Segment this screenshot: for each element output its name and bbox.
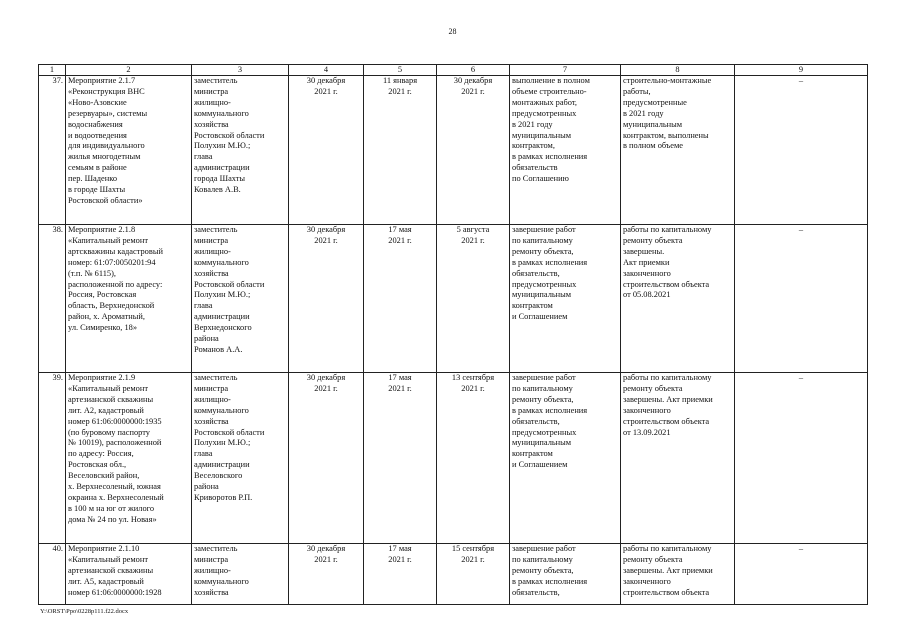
achieved-result-cell: работы по капитальному ремонту объекта завершены. Акт приемки законченного строительством объекта от 13.09.2021 — [621, 373, 735, 544]
document-path: Y:\ORST\Ppo\0228p111.f22.docx — [40, 608, 129, 615]
header-cell: 2 — [66, 65, 192, 76]
header-cell: 1 — [39, 65, 66, 76]
problems-cell: – — [735, 76, 868, 225]
event-cell: Мероприятие 2.1.10 «Капитальный ремонт артезианской скважины лит. А5, кадастровый номер 61:06:0000000:1928 — [66, 544, 192, 605]
event-cell: Мероприятие 2.1.7 «Реконструкция ВНС «Ново-Азовские резервуары», системы водоснабжения и водоотведения для индивидуального жилья многодетным семьям в районе пер. Шаденко в городе Шахты Ростовской области» — [66, 76, 192, 225]
event-cell: Мероприятие 2.1.9 «Капитальный ремонт артезианской скважины лит. А2, кадастровый номер 61:06:0000000:1935 (по буровому паспорту № 10019), расположенной по адресу: Россия, Ростовская обл., Веселовский район, х. Верхнесоленый, южная окраина х. Верхнесоленый в 100 м на юг от жилого дома № 24 по ул. Новая» — [66, 373, 192, 544]
row-number: 40. — [39, 544, 66, 605]
table-row — [39, 373, 868, 544]
table-row — [39, 544, 868, 605]
responsible-cell: заместитель министра жилищно- коммунального хозяйства Ростовской области Полухин М.Ю.; глава администрации города Шахты Ковалев А.В. — [192, 76, 289, 225]
table-row — [39, 225, 868, 373]
achieved-result-cell: работы по капитальному ремонту объекта завершены. Акт приемки законченного строительством объекта от 05.08.2021 — [621, 225, 735, 373]
header-row — [39, 65, 868, 76]
expected-result-cell: выполнение в полном объеме строительно- монтажных работ, предусмотренных в 2021 году муниципальным контрактом, в рамках исполнения обязательств по Соглашению — [510, 76, 621, 225]
header-cell: 7 — [510, 65, 621, 76]
responsible-cell: заместитель министра жилищно- коммунального хозяйства Ростовской области Полухин М.Ю.; глава администрации Веселовского района Криворотов Р.П. — [192, 373, 289, 544]
responsible-cell: заместитель министра жилищно- коммунального хозяйства Ростовской области Полухин М.Ю.; глава администрации Верхнедонского района Романов А.А. — [192, 225, 289, 373]
row-number: 38. — [39, 225, 66, 373]
report-table — [38, 64, 868, 605]
end-date-cell: 5 августа 2021 г. — [437, 225, 510, 373]
expected-result-cell: завершение работ по капитальному ремонту объекта, в рамках исполнения обязательств, предусмотренных муниципальным контрактом и Соглашением — [510, 373, 621, 544]
header-cell: 4 — [289, 65, 364, 76]
end-date-cell: 30 декабря 2021 г. — [437, 76, 510, 225]
start-date-cell: 17 мая 2021 г. — [364, 225, 437, 373]
achieved-result-cell: строительно-монтажные работы, предусмотренные в 2021 году муниципальным контрактом, выполнены в полном объеме — [621, 76, 735, 225]
responsible-cell: заместитель министра жилищно- коммунального хозяйства — [192, 544, 289, 605]
plan-date-cell: 30 декабря 2021 г. — [289, 544, 364, 605]
expected-result-cell: завершение работ по капитальному ремонту объекта, в рамках исполнения обязательств, предусмотренных муниципальным контрактом и Соглашением — [510, 225, 621, 373]
header-cell: 5 — [364, 65, 437, 76]
header-cell: 6 — [437, 65, 510, 76]
problems-cell: – — [735, 544, 868, 605]
achieved-result-cell: работы по капитальному ремонту объекта завершены. Акт приемки законченного строительством объекта — [621, 544, 735, 605]
start-date-cell: 11 января 2021 г. — [364, 76, 437, 225]
end-date-cell: 15 сентября 2021 г. — [437, 544, 510, 605]
page-number: 28 — [448, 27, 457, 36]
event-cell: Мероприятие 2.1.8 «Капитальный ремонт артскважины кадастровый номер: 61:07:0050201:94 (т.п. № 6115), расположенной по адресу: Россия, Ростовская область, Верхнедонской район, х. Ароматный, ул. Симиренко, 18» — [66, 225, 192, 373]
table-row — [39, 76, 868, 225]
row-number: 37. — [39, 76, 66, 225]
start-date-cell: 17 мая 2021 г. — [364, 544, 437, 605]
header-cell: 8 — [621, 65, 735, 76]
end-date-cell: 13 сентября 2021 г. — [437, 373, 510, 544]
problems-cell: – — [735, 225, 868, 373]
header-cell: 3 — [192, 65, 289, 76]
problems-cell: – — [735, 373, 868, 544]
plan-date-cell: 30 декабря 2021 г. — [289, 76, 364, 225]
header-cell: 9 — [735, 65, 868, 76]
row-number: 39. — [39, 373, 66, 544]
plan-date-cell: 30 декабря 2021 г. — [289, 373, 364, 544]
expected-result-cell: завершение работ по капитальному ремонту объекта, в рамках исполнения обязательств, — [510, 544, 621, 605]
start-date-cell: 17 мая 2021 г. — [364, 373, 437, 544]
plan-date-cell: 30 декабря 2021 г. — [289, 225, 364, 373]
